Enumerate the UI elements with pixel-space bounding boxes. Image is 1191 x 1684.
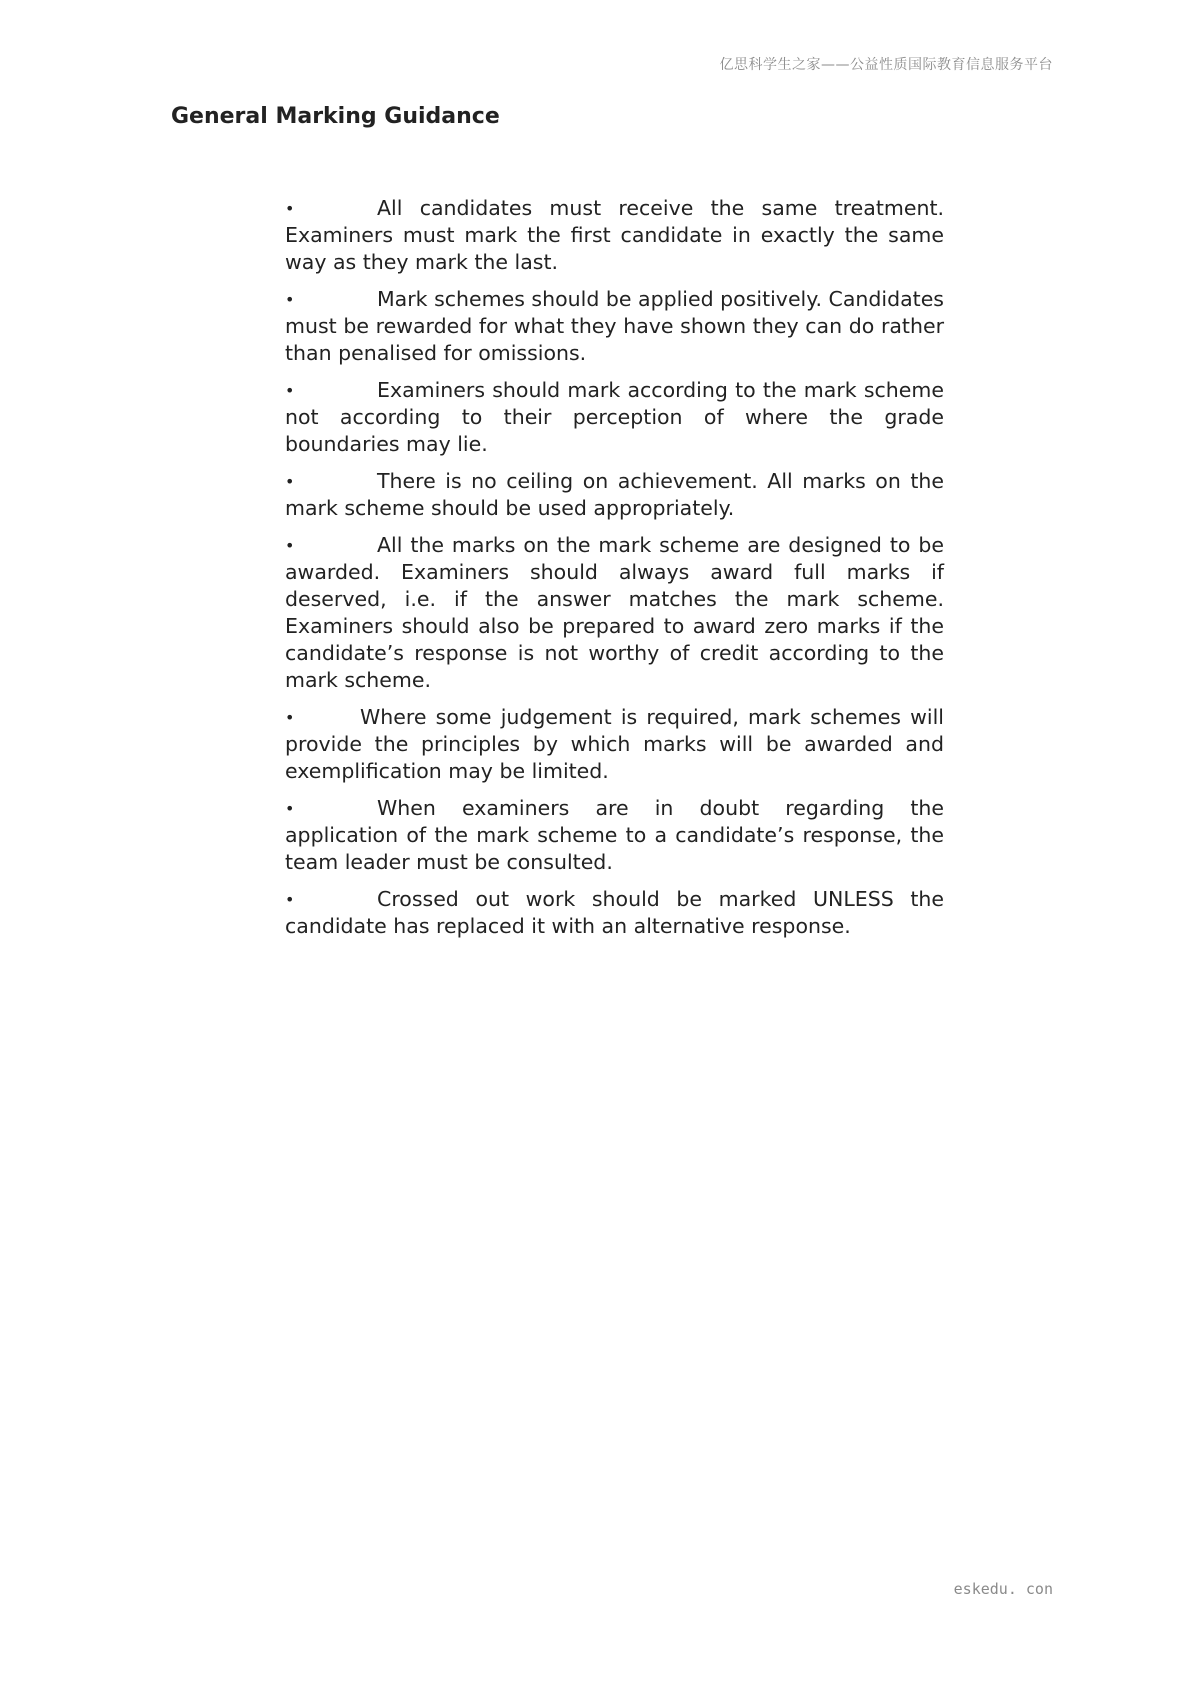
- bullet-icon: •: [285, 890, 295, 909]
- guidance-item: [285, 532, 944, 694]
- bullet-icon: •: [285, 472, 295, 491]
- guidance-text: When examiners are in doubt regarding the application of the mark scheme to a candidate’s response, the team leader must be consulted.: [285, 796, 944, 874]
- guidance-item: [285, 886, 944, 940]
- guidance-text: All the marks on the mark scheme are designed to be awarded. Examiners should always award full marks if deserved, i.e. if the answer matches the mark scheme. Examiners should also be prepared to award zero marks if the candidate’s response is not worthy of credit according to the mark scheme.: [285, 533, 944, 692]
- guidance-text: Mark schemes should be applied positively. Candidates must be rewarded for what they have shown they can do rather than penalised for omissions.: [285, 287, 944, 365]
- bullet-icon: •: [285, 199, 295, 218]
- guidance-item: [285, 795, 944, 876]
- guidance-text: Where some judgement is required, mark schemes will provide the principles by which marks will be awarded and exemplification may be limited.: [285, 705, 944, 783]
- bullet-icon: •: [285, 799, 295, 818]
- guidance-item: [285, 377, 944, 458]
- guidance-item: [285, 195, 944, 276]
- footer-watermark-text: eskedu. con: [953, 1580, 1053, 1598]
- guidance-item: [285, 286, 944, 367]
- guidance-text: There is no ceiling on achievement. All marks on the mark scheme should be used appropriately.: [285, 469, 944, 520]
- guidance-text: Examiners should mark according to the mark scheme not according to their perception of where the grade boundaries may lie.: [285, 378, 944, 456]
- guidance-item: [285, 704, 944, 785]
- guidance-text: All candidates must receive the same treatment. Examiners must mark the first candidate in exactly the same way as they mark the last.: [285, 196, 944, 274]
- guidance-item: [285, 468, 944, 522]
- bullet-icon: •: [285, 290, 295, 309]
- header-watermark-text: 亿思科学生之家——公益性质国际教育信息服务平台: [719, 57, 1053, 73]
- guidance-text: Crossed out work should be marked UNLESS the candidate has replaced it with an alternative response.: [285, 887, 944, 938]
- page-title: General Marking Guidance: [171, 104, 500, 129]
- guidance-list: [285, 195, 944, 950]
- bullet-icon: •: [285, 708, 295, 727]
- bullet-icon: •: [285, 381, 295, 400]
- bullet-icon: •: [285, 536, 295, 555]
